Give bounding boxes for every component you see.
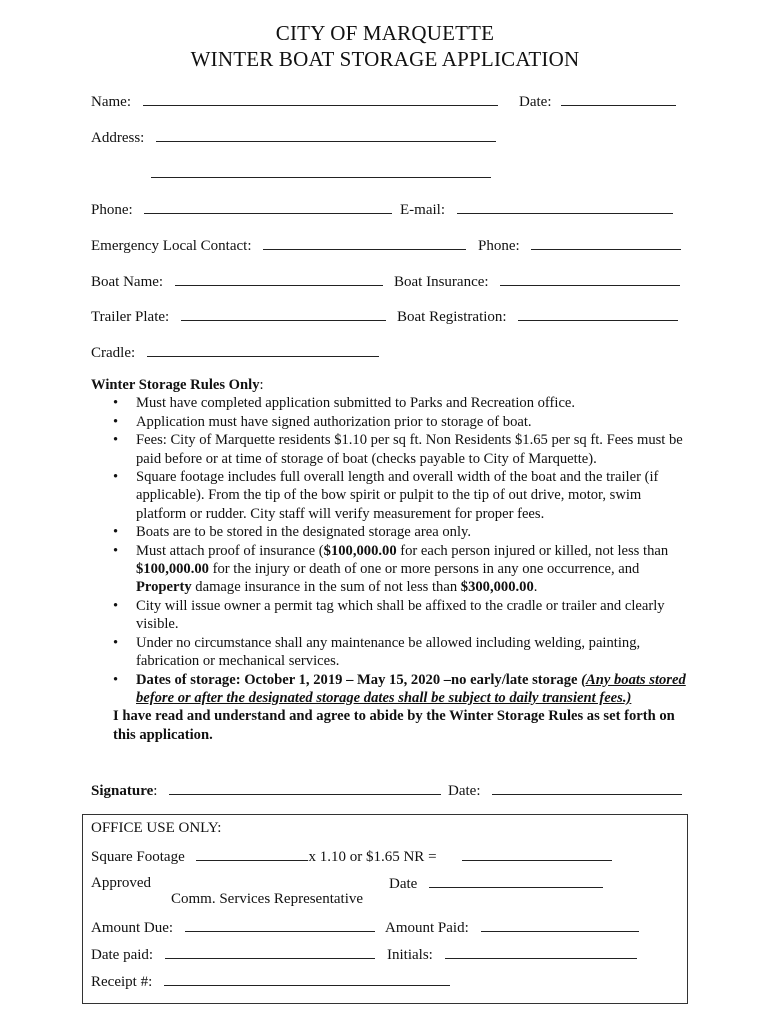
office-heading: OFFICE USE ONLY: (91, 820, 222, 836)
amount-due-label: Amount Due: (91, 920, 174, 936)
rule-item (91, 634, 691, 671)
rules-heading-line (91, 376, 691, 394)
square-footage-label: Square Footage (91, 849, 185, 865)
insurance-amount: $100,000.00 (136, 561, 209, 578)
phone-field[interactable] (144, 199, 392, 214)
phone-label: Phone: (91, 202, 133, 218)
rule-item (91, 523, 691, 541)
signature-field[interactable] (169, 780, 441, 795)
address-field-line1[interactable] (156, 127, 496, 142)
boat-insurance-row (394, 271, 680, 291)
rule-item (91, 431, 691, 468)
date-paid-label: Date paid: (91, 947, 154, 963)
approved-label: Approved (91, 875, 151, 891)
fee-total-field[interactable] (462, 846, 612, 861)
boat-registration-row (397, 306, 678, 326)
address-row (91, 127, 496, 147)
winter-storage-rules (91, 376, 691, 744)
receipt-row (91, 971, 450, 991)
representative-label: Comm. Services Representative (171, 891, 364, 907)
insurance-amount: $100,000.00 (323, 542, 397, 559)
phone2-row (478, 235, 681, 255)
rule-item (91, 597, 691, 634)
square-footage-field[interactable] (196, 846, 308, 861)
amount-paid-label: Amount Paid: (385, 920, 469, 936)
bullet-icon: • (113, 671, 119, 688)
form-title-line1: CITY OF MARQUETTE (275, 21, 495, 45)
emergency-row (91, 235, 466, 255)
amount-due-field[interactable] (185, 917, 375, 932)
storage-dates: Dates of storage: October 1, 2019 – May 15, 2020 –no early/late storage (136, 671, 582, 688)
address-field-line2[interactable] (151, 163, 491, 178)
initials-field[interactable] (445, 944, 637, 959)
rules-heading: Winter Storage Rules Only (91, 377, 260, 393)
office-use-box (82, 814, 688, 1004)
bullet-icon: • (113, 413, 119, 430)
rule-text: Under no circumstance shall any maintenance be allowed including welding, painting, fabrication or mechanical services. (136, 634, 641, 670)
name-label: Name: (91, 94, 131, 110)
rules-heading-colon: : (259, 377, 264, 393)
bullet-icon: • (113, 542, 119, 559)
emergency-field[interactable] (263, 235, 466, 250)
rule-item (91, 468, 691, 523)
rule-text: Must attach proof of insurance ( (136, 542, 324, 559)
boat-insurance-field[interactable] (500, 271, 680, 286)
bullet-icon: • (113, 469, 119, 486)
emergency-label: Emergency Local Contact: (91, 238, 252, 254)
signature-colon: : (153, 783, 158, 799)
boat-name-label: Boat Name: (91, 274, 164, 290)
rule-text: for each person injured or killed, not less than (396, 542, 669, 559)
date-row (519, 91, 676, 111)
signature-date-field[interactable] (492, 780, 682, 795)
phone-row (91, 199, 392, 219)
trailer-plate-label: Trailer Plate: (91, 309, 170, 325)
rule-text: for the injury or death of one or more persons in any one occurrence, and (208, 561, 640, 578)
form-title-line2: WINTER BOAT STORAGE APPLICATION (190, 47, 580, 71)
initials-label: Initials: (387, 947, 433, 963)
amount-paid-row (385, 917, 639, 937)
signature-row (91, 780, 441, 800)
agreement-statement: I have read and understand and agree to abide by the Winter Storage Rules as set forth on this application. (113, 708, 675, 743)
signature-label: Signature (91, 783, 154, 799)
boat-registration-label: Boat Registration: (397, 309, 507, 325)
rule-text: Boats are to be stored in the designated storage area only. (136, 524, 472, 541)
rule-item-insurance (91, 542, 691, 597)
signature-date-label: Date: (448, 783, 481, 799)
storage-dates-note: (Any boats stored before or after the designated storage dates shall be subject to daily transient fees.) (136, 671, 686, 706)
rule-item-dates (91, 671, 691, 708)
email-row (400, 199, 673, 219)
bullet-icon: • (113, 597, 119, 614)
rule-item (91, 413, 691, 431)
date-field[interactable] (561, 91, 676, 106)
initials-row (387, 944, 637, 964)
rule-text: damage insurance in the sum of not less than (191, 579, 461, 596)
date-label: Date: (519, 94, 552, 110)
cradle-field[interactable] (147, 342, 379, 357)
name-field[interactable] (143, 91, 498, 106)
phone2-field[interactable] (531, 235, 681, 250)
trailer-plate-field[interactable] (181, 306, 386, 321)
rule-text: Must have completed application submitted to Parks and Recreation office. (136, 395, 576, 412)
rule-text: Application must have signed authorization prior to storage of boat. (136, 413, 532, 430)
rule-text: . (533, 579, 538, 596)
property-word: Property (136, 579, 192, 596)
rule-item (91, 394, 691, 412)
boat-registration-field[interactable] (518, 306, 678, 321)
trailer-plate-row (91, 306, 386, 326)
bullet-icon: • (113, 634, 119, 651)
rules-list (91, 394, 691, 707)
email-field[interactable] (457, 199, 673, 214)
address-label: Address: (91, 130, 145, 146)
receipt-label: Receipt #: (91, 974, 153, 990)
rule-text: City will issue owner a permit tag which shall be affixed to the cradle or trailer and clearly visible. (136, 597, 665, 633)
receipt-field[interactable] (164, 971, 450, 986)
address-row-2 (151, 163, 491, 183)
email-label: E-mail: (400, 202, 445, 218)
date-paid-field[interactable] (165, 944, 375, 959)
bullet-icon: • (113, 524, 119, 541)
bullet-icon: • (113, 395, 119, 412)
cradle-row (91, 342, 379, 362)
approved-field[interactable] (159, 873, 367, 887)
amount-paid-field[interactable] (481, 917, 639, 932)
rule-text: Fees: City of Marquette residents $1.10 per sq ft. Non Residents $1.65 per sq ft. Fees must be paid before or at time of storage of boat (checks payable to City of Marquette). (136, 432, 683, 467)
amount-due-row (91, 917, 375, 937)
approved-date-row (389, 873, 603, 893)
date-paid-row (91, 944, 375, 964)
boat-insurance-label: Boat Insurance: (394, 274, 489, 290)
rule-text: Square footage includes full overall length and overall width of the boat and the trailer (if applicable). From the tip of the bow spirit or pulpit to the tip of out drive, motor, swim platform or rudder. City staff will verify measurement for proper fees. (136, 469, 659, 522)
square-footage-row (91, 846, 612, 866)
rate-label: x 1.10 or $1.65 NR = (308, 849, 437, 865)
approved-date-field[interactable] (429, 873, 603, 888)
phone2-label: Phone: (478, 238, 520, 254)
property-amount: $300,000.00 (460, 579, 534, 596)
signature-date-row (448, 780, 682, 800)
approved-date-label: Date (389, 876, 418, 892)
name-row (91, 91, 498, 111)
bullet-icon: • (113, 432, 119, 449)
boat-name-field[interactable] (175, 271, 383, 286)
boat-name-row (91, 271, 383, 291)
cradle-label: Cradle: (91, 345, 136, 361)
